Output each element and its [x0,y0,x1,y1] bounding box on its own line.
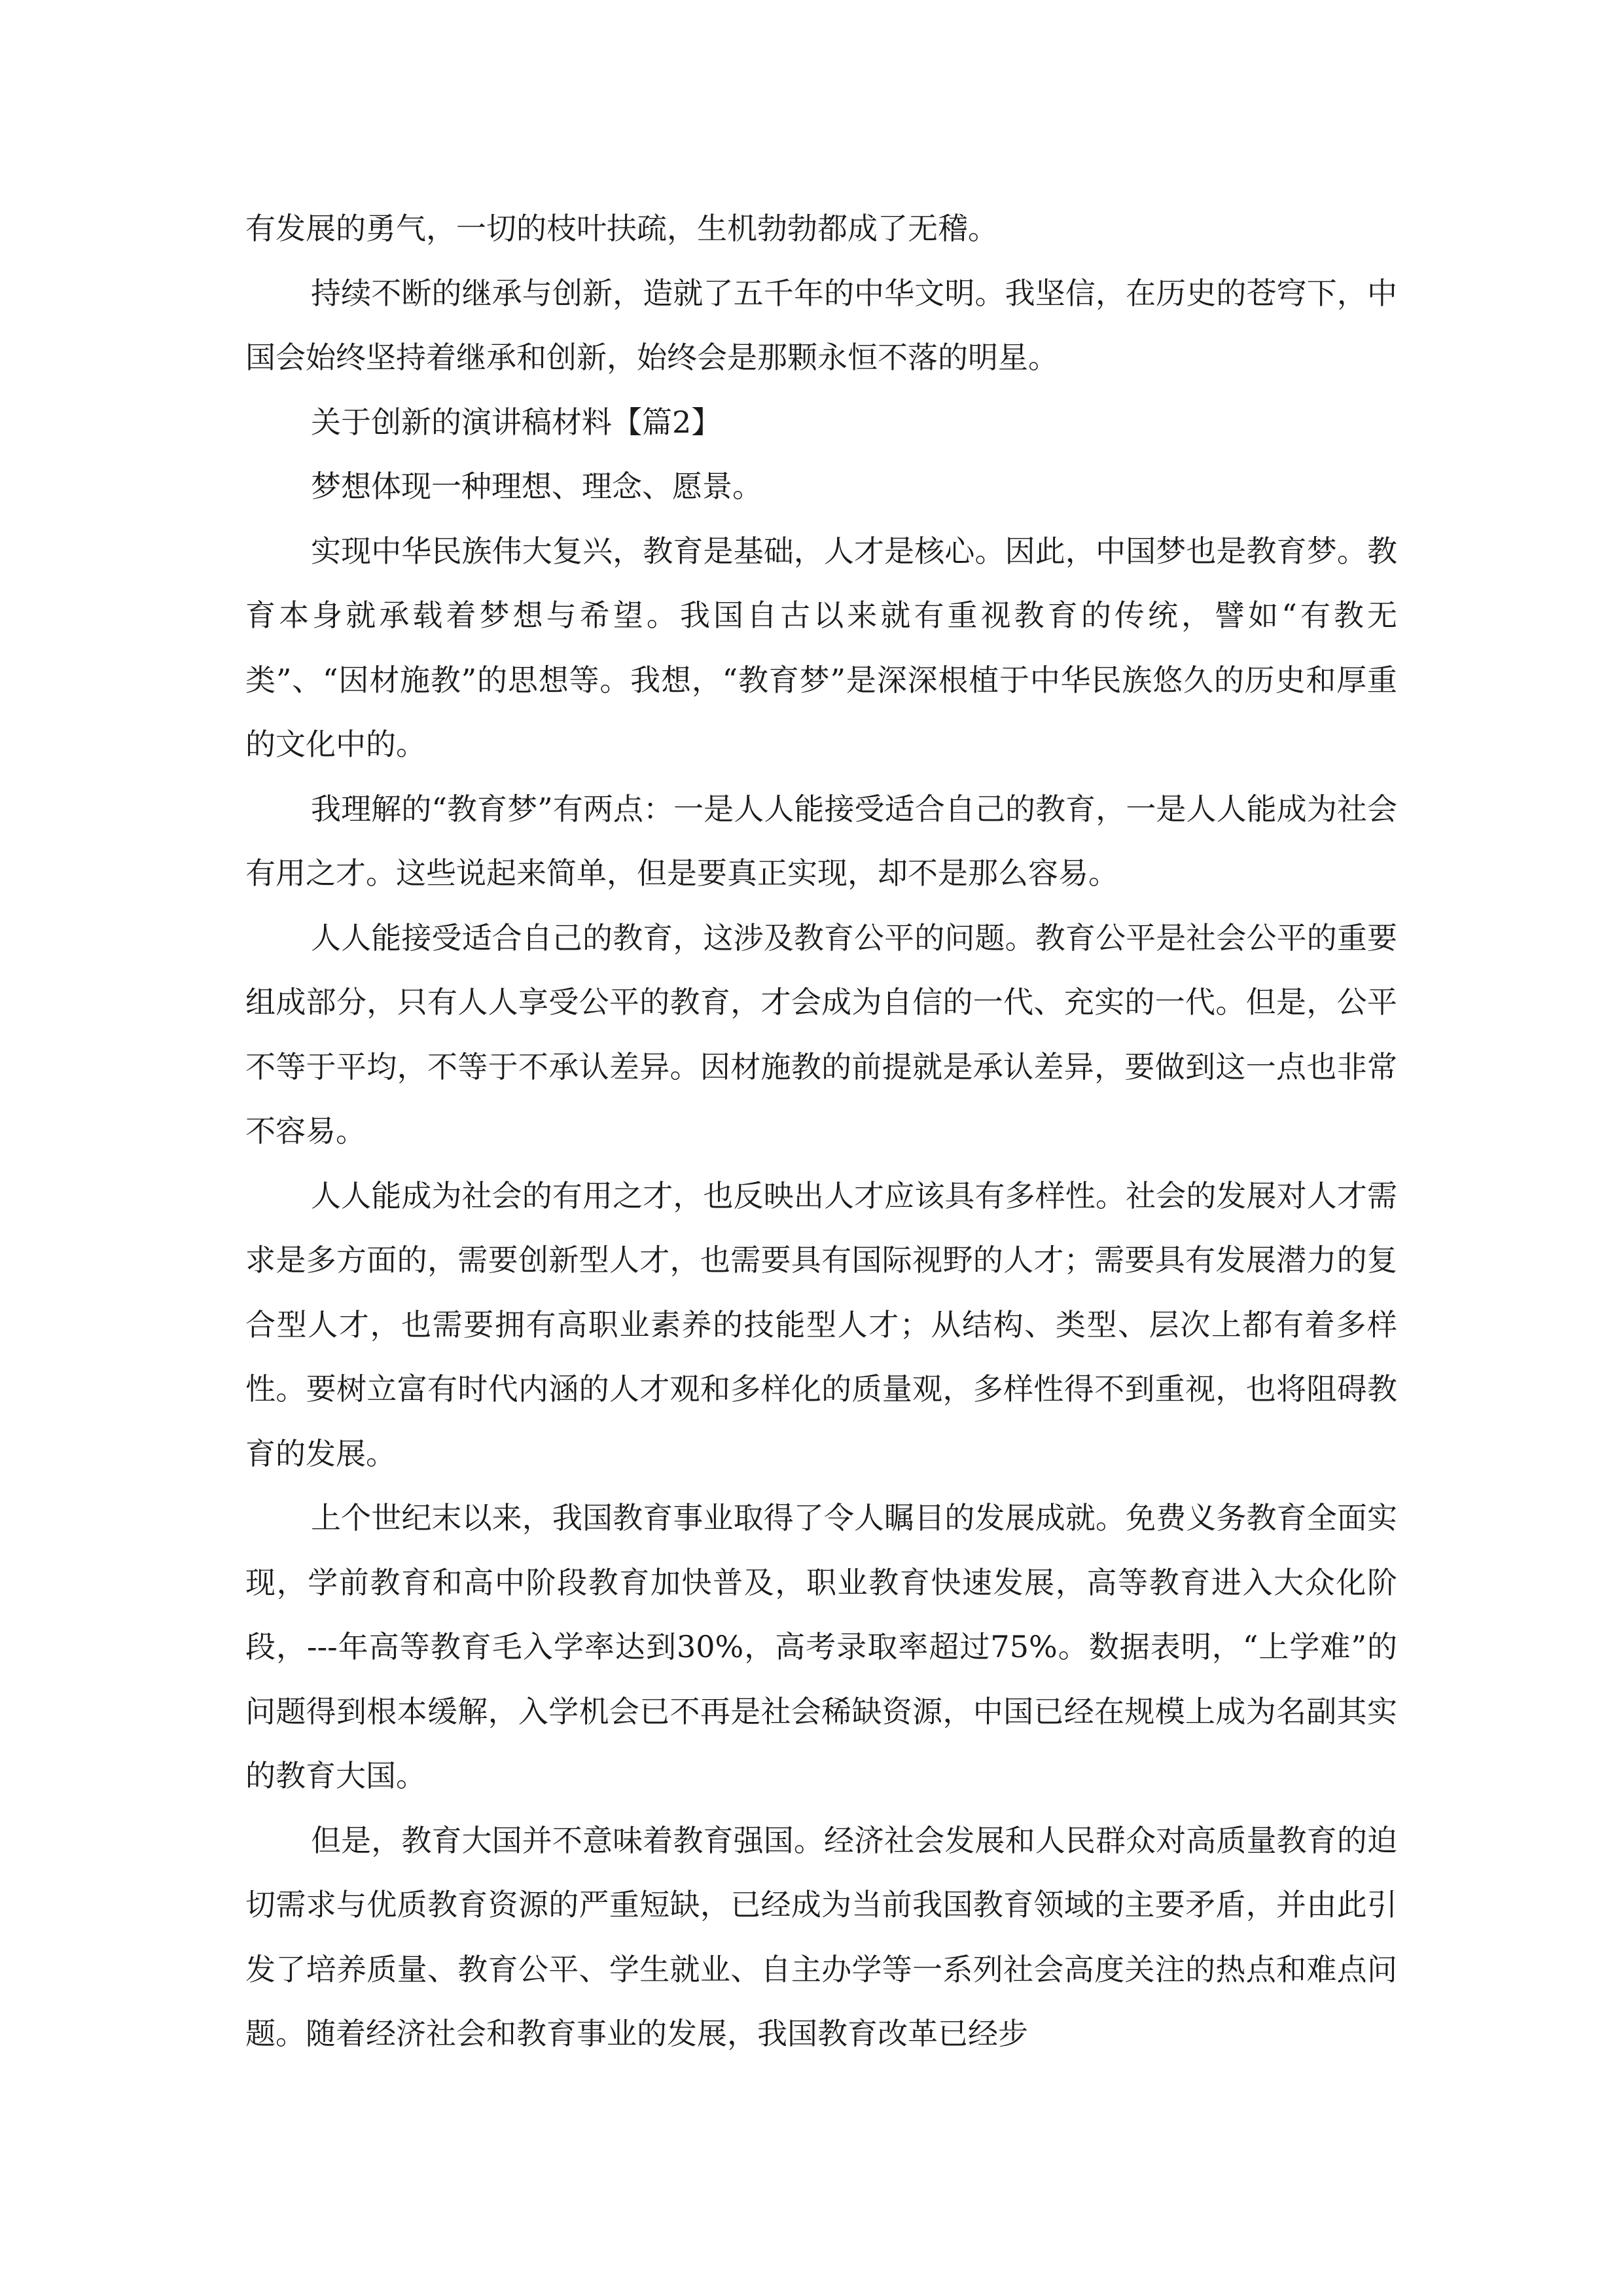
paragraph: 上个世纪末以来，我国教育事业取得了令人瞩目的发展成就。免费义务教育全面实现，学前教育和高中阶段教育加快普及，职业教育快速发展，高等教育进入大众化阶段，---年高等教育毛入学率达到30%，高考录取率超过75%。数据表明，“上学难”的问题得到根本缓解，入学机会已不再是社会稀缺资源，中国已经在规模上成为名副其实的教育大国。 [245,1500,1397,1793]
paragraph: 人人能成为社会的有用之才，也反映出人才应该具有多样性。社会的发展对人才需求是多方面的，需要创新型人才，也需要具有国际视野的人才；需要具有发展潜力的复合型人才，也需要拥有高职业素养的技能型人才；从结构、类型、层次上都有着多样性。要树立富有时代内涵的人才观和多样化的质量观，多样性得不到重视，也将阻碍教育的发展。 [245,1177,1397,1471]
paragraph: 我理解的“教育梦”有两点：一是人人能接受适合自己的教育，一是人人能成为社会有用之才。这些说起来简单，但是要真正实现，却不是那么容易。 [245,791,1397,891]
paragraph: 人人能接受适合自己的教育，这涉及教育公平的问题。教育公平是社会公平的重要组成部分，只有人人享受公平的教育，才会成为自信的一代、充实的一代。但是，公平不等于平均，不等于不承认差异。因材施教的前提就是承认差异，要做到这一点也非常不容易。 [245,920,1397,1149]
paragraph: 实现中华民族伟大复兴，教育是基础，人才是核心。因此，中国梦也是教育梦。教育本身就承载着梦想与希望。我国自古以来就有重视教育的传统，譬如“有教无类”、“因材施教”的思想等。我想，“教育梦”是深深根植于中华民族悠久的历史和厚重的文化中的。 [245,533,1397,762]
paragraph: 持续不断的继承与创新，造就了五千年的中华文明。我坚信，在历史的苍穹下，中国会始终坚持着继承和创新，始终会是那颗永恒不落的明星。 [245,275,1397,375]
paragraph-continuation: 有发展的勇气，一切的枝叶扶疏，生机勃勃都成了无稽。 [245,211,998,246]
paragraph: 梦想体现一种理想、理念、愿景。 [311,469,762,504]
document-body [245,196,1397,2066]
section-heading: 关于创新的演讲稿材料【篇2】 [311,404,722,440]
paragraph: 但是，教育大国并不意味着教育强国。经济社会发展和人民群众对高质量教育的迫切需求与优质教育资源的严重短缺，已经成为当前我国教育领域的主要矛盾，并由此引发了培养质量、教育公平、学生就业、自主办学等一系列社会高度关注的热点和难点问题。随着经济社会和教育事业的发展，我国教育改革已经步 [245,1822,1397,2051]
